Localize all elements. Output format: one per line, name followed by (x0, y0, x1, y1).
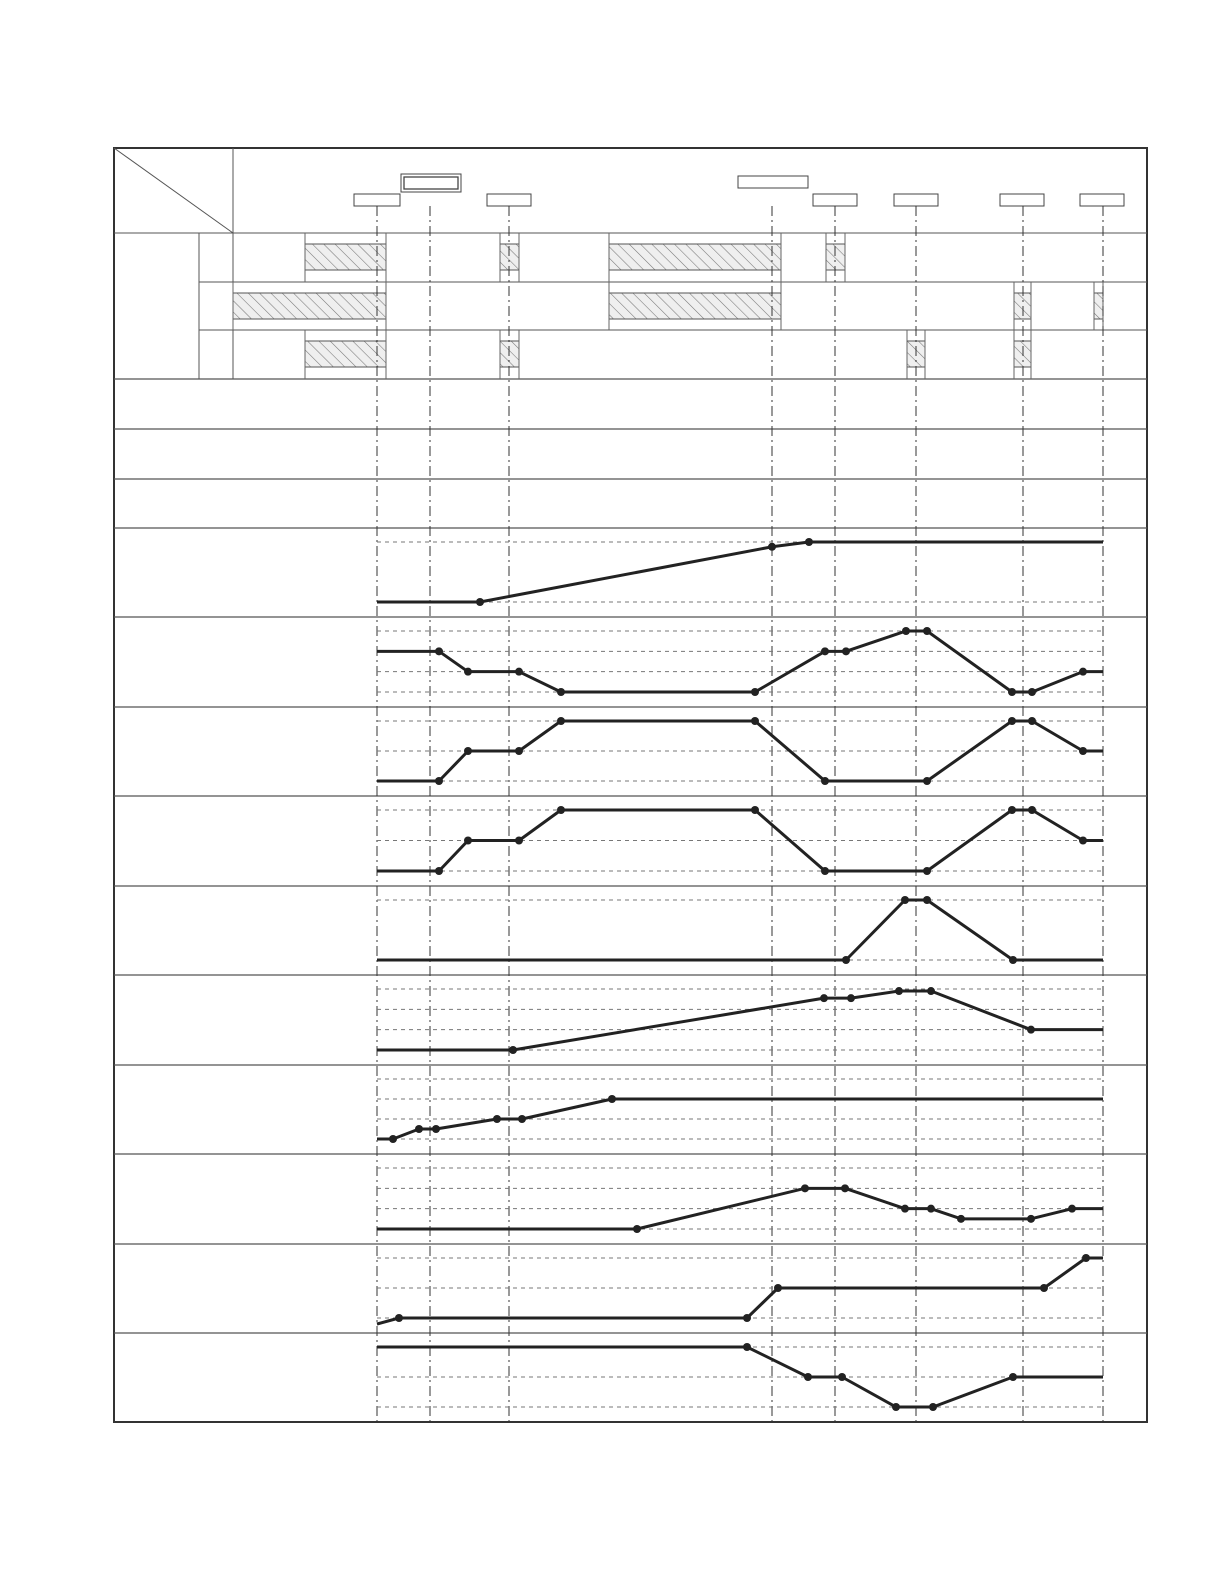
signal-point-marker (751, 688, 759, 696)
signal-point-marker (518, 1115, 526, 1123)
signal-point-marker (801, 1184, 809, 1192)
signal-trace (377, 1258, 1103, 1324)
signal-point-marker (1027, 1026, 1035, 1034)
signal-point-marker (842, 956, 850, 964)
grid-layer (114, 148, 1147, 1422)
header-event-box (1080, 194, 1124, 206)
signal-point-marker (821, 867, 829, 875)
signal-point-marker (923, 627, 931, 635)
diagram-frame (114, 148, 1147, 1422)
signal-trace (377, 631, 1103, 692)
waveform-row (377, 627, 1103, 696)
signal-point-marker (751, 717, 759, 725)
hatched-band (233, 293, 386, 319)
hatched-band (609, 293, 781, 319)
signal-point-marker (1040, 1284, 1048, 1292)
signal-trace (377, 542, 1103, 602)
signal-point-marker (435, 777, 443, 785)
signal-point-marker (557, 717, 565, 725)
signal-point-marker (1028, 717, 1036, 725)
time-guide-layer (377, 206, 1103, 1422)
signal-point-marker (1079, 668, 1087, 676)
signal-point-marker (895, 987, 903, 995)
signal-point-marker (743, 1343, 751, 1351)
signal-point-marker (901, 1205, 909, 1213)
waveform-row (377, 717, 1103, 785)
hatched-band (305, 244, 386, 270)
hatched-band (609, 244, 781, 270)
signal-point-marker (1008, 688, 1016, 696)
signal-point-marker (957, 1215, 965, 1223)
signal-point-marker (1079, 837, 1087, 845)
hatched-band (1094, 293, 1103, 319)
signal-point-marker (923, 896, 931, 904)
signal-point-marker (751, 806, 759, 814)
signal-point-marker (415, 1125, 423, 1133)
signal-point-marker (464, 668, 472, 676)
waveform-row (377, 1254, 1103, 1324)
signal-point-marker (820, 994, 828, 1002)
waveform-row (377, 1079, 1103, 1143)
waveform-row (377, 1343, 1103, 1411)
signal-point-marker (1027, 1215, 1035, 1223)
signal-point-marker (1008, 717, 1016, 725)
corner-diagonal (114, 148, 233, 233)
waveform-row (377, 987, 1103, 1054)
signal-point-marker (493, 1115, 501, 1123)
signal-point-marker (515, 668, 523, 676)
signal-point-marker (1008, 806, 1016, 814)
signal-point-marker (1068, 1205, 1076, 1213)
signal-point-marker (1082, 1254, 1090, 1262)
signal-point-marker (633, 1225, 641, 1233)
signal-point-marker (432, 1125, 440, 1133)
signal-point-marker (901, 896, 909, 904)
header-event-box (1000, 194, 1044, 206)
signal-point-marker (557, 688, 565, 696)
signal-point-marker (1028, 688, 1036, 696)
signal-point-marker (515, 747, 523, 755)
signal-point-marker (821, 777, 829, 785)
signal-trace (377, 900, 1103, 960)
signal-point-marker (838, 1373, 846, 1381)
hatched-band (305, 341, 386, 367)
waveform-row (377, 1168, 1103, 1233)
signal-point-marker (927, 987, 935, 995)
signal-point-marker (821, 647, 829, 655)
signal-point-marker (902, 627, 910, 635)
signal-point-marker (892, 1403, 900, 1411)
signal-point-marker (929, 1403, 937, 1411)
signal-point-marker (768, 543, 776, 551)
signal-point-marker (476, 598, 484, 606)
signal-point-marker (842, 647, 850, 655)
signal-point-marker (805, 538, 813, 546)
signal-point-marker (1009, 1373, 1017, 1381)
signal-point-marker (927, 1205, 935, 1213)
signal-point-marker (608, 1095, 616, 1103)
signal-point-marker (515, 837, 523, 845)
signal-trace (377, 991, 1103, 1050)
signal-point-marker (923, 777, 931, 785)
header-event-box (354, 194, 400, 206)
signal-point-marker (923, 867, 931, 875)
signal-point-marker (464, 837, 472, 845)
header-event-box (894, 194, 938, 206)
waveform-row (377, 896, 1103, 964)
signal-point-marker (509, 1046, 517, 1054)
header-event-box (813, 194, 857, 206)
signal-point-marker (464, 747, 472, 755)
signal-point-marker (1079, 747, 1087, 755)
signal-point-marker (743, 1314, 751, 1322)
signal-point-marker (435, 647, 443, 655)
signal-point-marker (1009, 956, 1017, 964)
signal-point-marker (841, 1184, 849, 1192)
signal-point-marker (1028, 806, 1036, 814)
signal-point-marker (389, 1135, 397, 1143)
hatched-band-layer (233, 233, 1103, 379)
signal-point-marker (804, 1373, 812, 1381)
signal-point-marker (557, 806, 565, 814)
waveform-row (377, 538, 1103, 606)
signal-point-marker (774, 1284, 782, 1292)
header-event-box (738, 176, 808, 188)
waveform-row (377, 806, 1103, 875)
signal-point-marker (395, 1314, 403, 1322)
header-event-box (487, 194, 531, 206)
signal-point-marker (435, 867, 443, 875)
signal-point-marker (847, 994, 855, 1002)
